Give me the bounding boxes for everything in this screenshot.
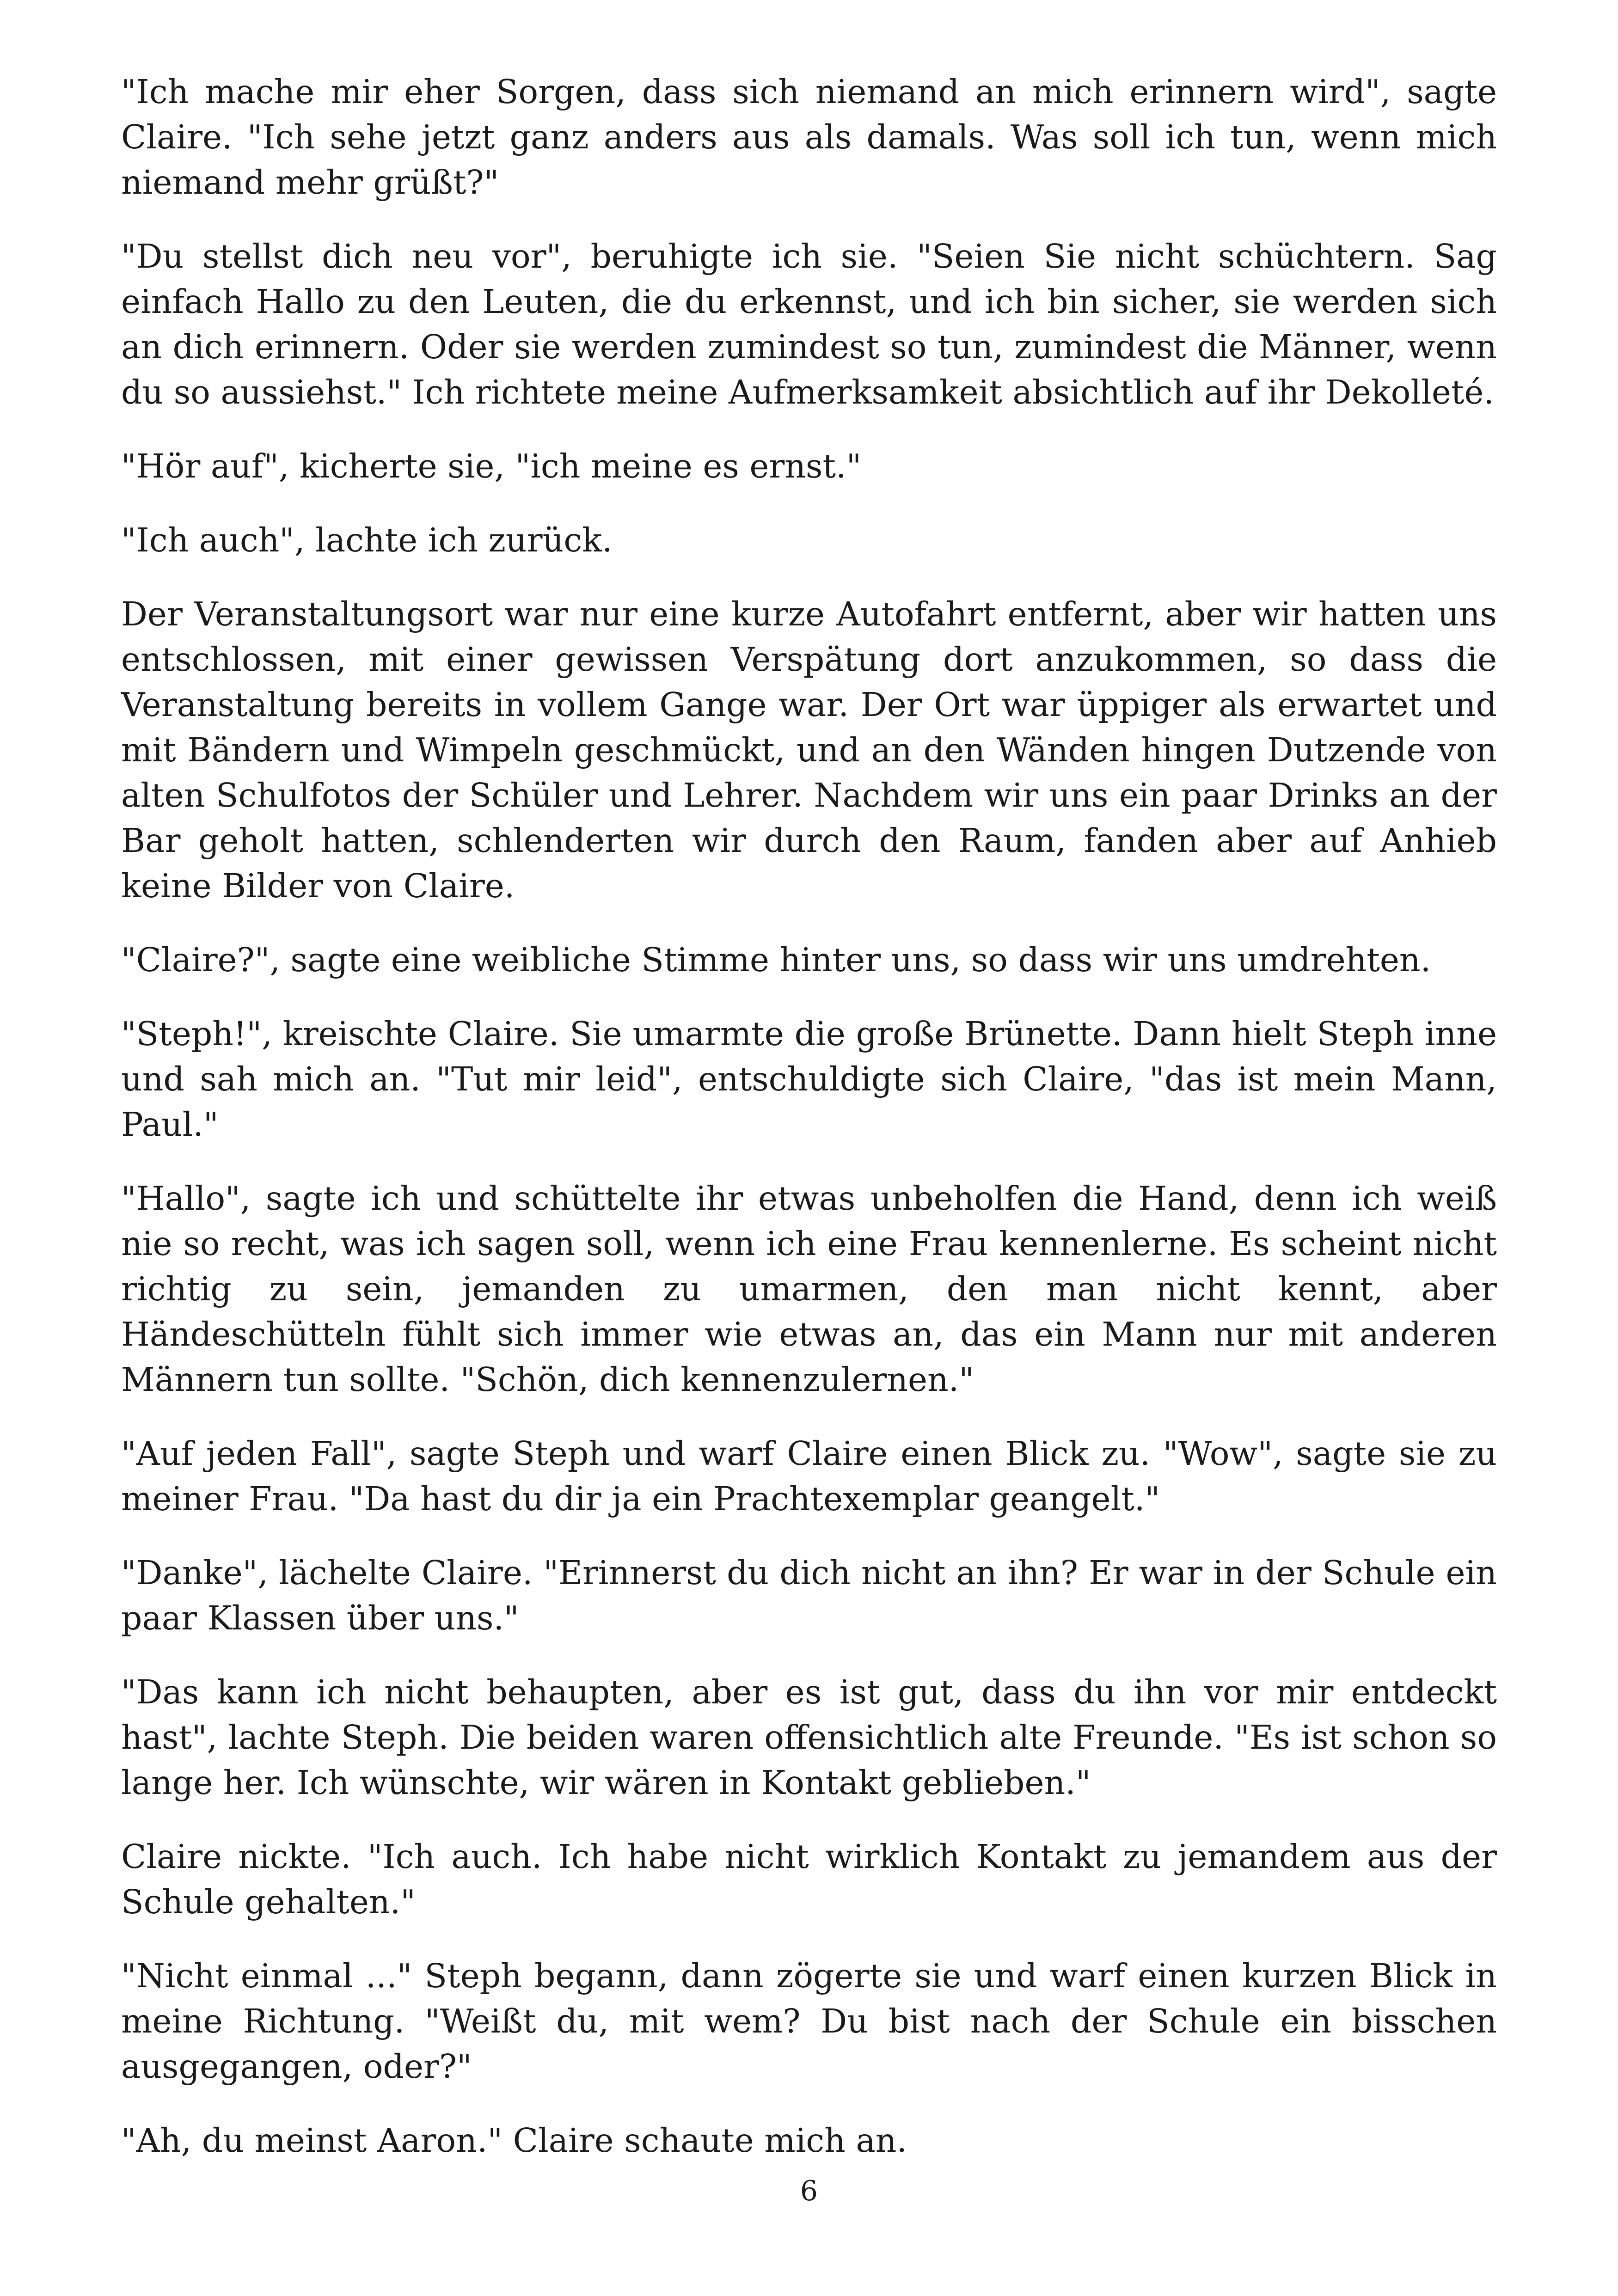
paragraph: "Das kann ich nicht behaupten, aber es ist gut, dass du ihn vor mir entdeckt hast", lachte Steph. Die beiden waren offensichtlich alte Freunde. "Es ist schon so lange her. Ich wünschte, wir wären in Kontakt geblieben." xyxy=(121,1673,1497,1802)
paragraph: Der Veranstaltungsort war nur eine kurze Autofahrt entfernt, aber wir hatten uns entschlossen, mit einer gewissen Verspätung dort anzukommen, so dass die Veranstaltung bereits in vollem Gange war. Der Ort war üppiger als erwartet und mit Bändern und Wimpeln geschmückt, und an den Wänden hingen Dutzende von alten Schulfotos der Schüler und Lehrer. Nachdem wir uns ein paar Drinks an der Bar geholt hatten, schlenderten wir durch den Raum, fanden aber auf Anhieb keine Bilder von Claire. xyxy=(121,595,1497,905)
paragraph: "Nicht einmal ..." Steph begann, dann zögerte sie und warf einen kurzen Blick in meine Richtung. "Weißt du, mit wem? Du bist nach der Schule ein bisschen ausgegangen, oder?" xyxy=(121,1957,1497,2086)
paragraph: "Auf jeden Fall", sagte Steph und warf Claire einen Blick zu. "Wow", sagte sie zu meiner Frau. "Da hast du dir ja ein Prachtexemplar geangelt." xyxy=(121,1434,1497,1518)
page-number: 6 xyxy=(800,2175,818,2207)
paragraph: "Claire?", sagte eine weibliche Stimme hinter uns, so dass wir uns umdrehten. xyxy=(121,941,1431,979)
paragraph: "Hör auf", kicherte sie, "ich meine es ernst." xyxy=(121,447,862,485)
paragraph: "Danke", lächelte Claire. "Erinnerst du dich nicht an ihn? Er war in der Schule ein paar Klassen über uns." xyxy=(121,1554,1497,1637)
paragraph: "Steph!", kreischte Claire. Sie umarmte die große Brünette. Dann hielt Steph inne und sah mich an. "Tut mir leid", entschuldigte sich Claire, "das ist mein Mann, Paul." xyxy=(121,1015,1497,1144)
paragraph: "Hallo", sagte ich und schüttelte ihr etwas unbeholfen die Hand, denn ich weiß nie so recht, was ich sagen soll, wenn ich eine Frau kennenlerne. Es scheint nicht richtig zu sein, jemanden zu umarmen, den man nicht kennt, aber Händeschütteln fühlt sich immer wie etwas an, das ein Mann nur mit anderen Männern tun sollte. "Schön, dich kennenzulernen." xyxy=(121,1179,1497,1399)
paragraph: "Du stellst dich neu vor", beruhigte ich sie. "Seien Sie nicht schüchtern. Sag einfach Hallo zu den Leuten, die du erkennst, und ich bin sicher, sie werden sich an dich erinnern. Oder sie werden zumindest so tun, zumindest die Männer, wenn du so aussiehst." Ich richtete meine Aufmerksamkeit absichtlich auf ihr Dekolleté. xyxy=(121,237,1497,411)
page-body xyxy=(121,69,1497,2163)
paragraph: "Ich mache mir eher Sorgen, dass sich niemand an mich erinnern wird", sagte Claire. "Ich sehe jetzt ganz anders aus als damals. Was soll ich tun, wenn mich niemand mehr grüßt?" xyxy=(121,73,1497,202)
paragraph: "Ich auch", lachte ich zurück. xyxy=(121,521,613,559)
paragraph: "Ah, du meinst Aaron." Claire schaute mich an. xyxy=(121,2121,907,2160)
paragraph: Claire nickte. "Ich auch. Ich habe nicht wirklich Kontakt zu jemandem aus der Schule gehalten." xyxy=(121,1837,1497,1921)
